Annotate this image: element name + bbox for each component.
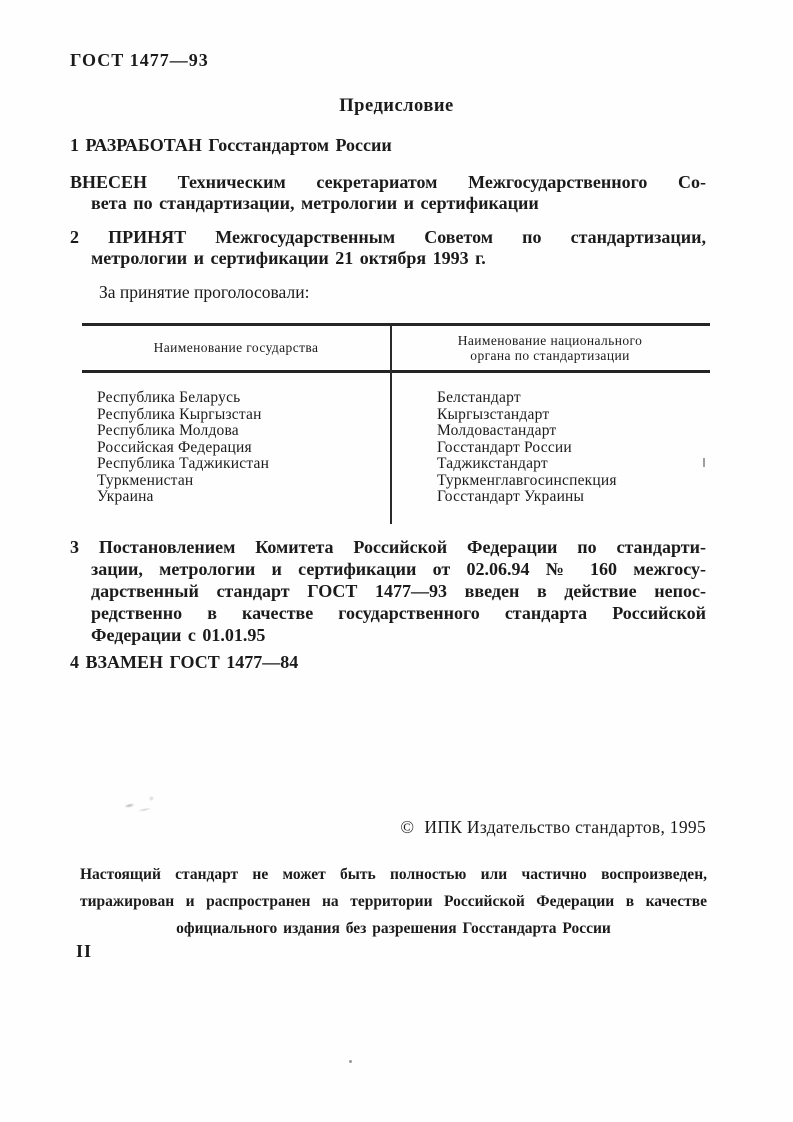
scan-speck-artifact bbox=[703, 458, 705, 467]
doc-code: ГОСТ 1477—93 bbox=[70, 50, 209, 70]
paragraph-line: 3 Постановлением Комитета Российской Федерации по стандарти- bbox=[70, 537, 706, 557]
restriction-line: тиражирован и распространен на территории Российской Федерации в качестве bbox=[80, 893, 707, 910]
table-cell: Республика Беларусь bbox=[97, 389, 241, 406]
paragraph-line: Федерации с 01.01.95 bbox=[91, 625, 266, 645]
paragraph-line: ВНЕСЕН Техническим секретариатом Межгосударственного Со- bbox=[70, 172, 706, 192]
foreword-item-1 bbox=[70, 135, 706, 156]
restriction-line: Настоящий стандарт не может быть полностью или частично воспроизведен, bbox=[80, 866, 707, 883]
table-cell: Туркменистан bbox=[97, 471, 194, 489]
foreword-item-vnesen bbox=[70, 172, 706, 214]
table-header-body bbox=[390, 326, 710, 370]
table-cell: Кыргызстандарт bbox=[437, 405, 550, 423]
paragraph-line: зации, метрологии и сертификации от 02.06.94 № 160 межгосу- bbox=[91, 559, 706, 579]
paragraph-line: дарственный стандарт ГОСТ 1477—93 введен в действие непос- bbox=[91, 581, 706, 601]
table-column-divider bbox=[390, 323, 392, 524]
vote-intro-text: За принятие проголосовали: bbox=[99, 282, 310, 302]
table-column-bodies bbox=[390, 390, 710, 506]
table-cell: Российская Федерация bbox=[97, 438, 252, 456]
foreword-item-2 bbox=[70, 227, 706, 269]
table-header-label: органа по стандартизации bbox=[470, 348, 630, 363]
paragraph-line: 4 ВЗАМЕН ГОСТ 1477—84 bbox=[70, 652, 299, 672]
table-column-states bbox=[82, 390, 390, 506]
paragraph-line: 2 ПРИНЯТ Межгосударственным Советом по стандартизации, bbox=[70, 227, 706, 247]
table-cell: Госстандарт Украины bbox=[437, 488, 585, 505]
scan-speck-artifact bbox=[349, 1060, 352, 1063]
table-cell: Белстандарт bbox=[437, 389, 521, 406]
table-cell: Таджикстандарт bbox=[437, 455, 548, 472]
table-body bbox=[82, 373, 710, 506]
voting-table bbox=[82, 323, 710, 506]
table-cell: Республика Таджикистан bbox=[97, 455, 270, 472]
restriction-line: официального издания без разрешения Госстандарта России bbox=[176, 920, 611, 937]
foreword-item-3 bbox=[70, 536, 706, 646]
table-cell: Молдовастандарт bbox=[437, 422, 557, 439]
table-cell: Республика Кыргызстан bbox=[97, 405, 262, 423]
table-header-label: Наименование национального bbox=[457, 332, 643, 348]
table-header-row bbox=[82, 323, 710, 373]
paragraph-line: вета по стандартизации, метрологии и сертификации bbox=[91, 193, 539, 213]
page-title: Предисловие bbox=[339, 96, 454, 116]
page-number: II bbox=[76, 941, 93, 961]
table-cell: Республика Молдова bbox=[97, 422, 239, 439]
table-cell: Туркменглавгосинспекция bbox=[437, 471, 617, 489]
copyright-icon: © bbox=[400, 817, 415, 837]
paragraph-line: редственно в качестве государственного стандарта Российской bbox=[91, 603, 706, 623]
copyright-text: ИПК Издательство стандартов, 1995 bbox=[424, 817, 706, 837]
table-cell: Украина bbox=[97, 488, 154, 505]
paragraph-line: 1 РАЗРАБОТАН Госстандартом России bbox=[70, 135, 392, 155]
foreword-item-4 bbox=[70, 652, 706, 673]
paragraph-line: метрологии и сертификации 21 октября 1993 г. bbox=[91, 248, 486, 268]
reproduction-restriction-note bbox=[80, 861, 707, 942]
copyright-line bbox=[70, 817, 706, 838]
table-cell: Госстандарт России bbox=[437, 438, 572, 456]
table-header-label: Наименование государства bbox=[153, 340, 319, 356]
table-header-state bbox=[82, 326, 390, 370]
